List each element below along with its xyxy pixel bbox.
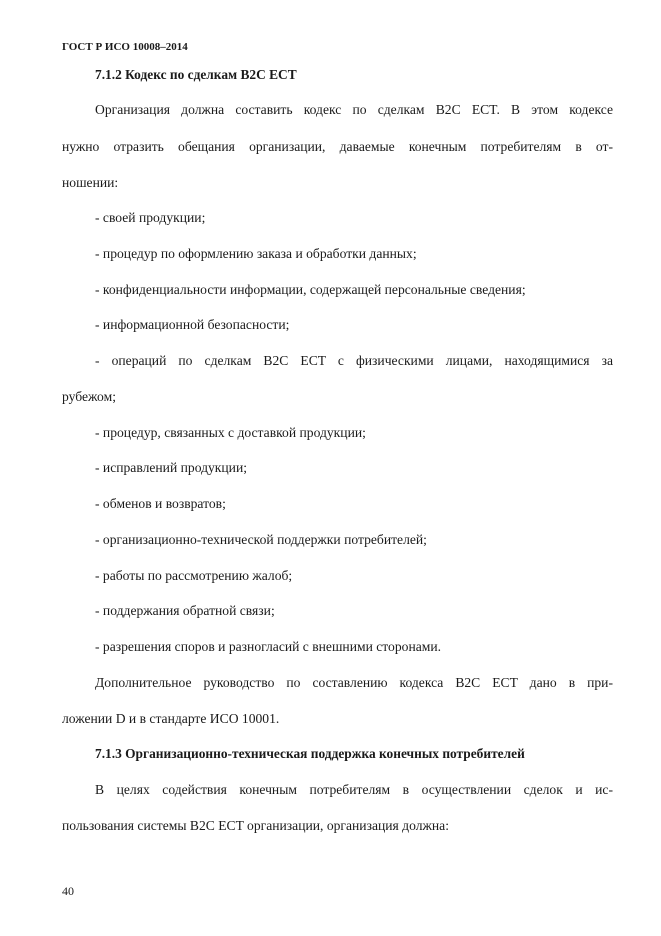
paragraph-line: В целях содействия конечным потребителям в осуществлении сделок и ис- — [95, 782, 613, 797]
list-item: - организационно-технической поддержки потребителей; — [95, 532, 427, 547]
paragraph-line: пользования системы B2C ECT организации, организация должна: — [62, 818, 449, 833]
paragraph-line: Дополнительное руководство по составлению кодекса B2C ECT дано в при- — [95, 675, 613, 690]
list-item: - операций по сделкам B2C ECT с физическими лицами, находящимися за — [95, 353, 613, 368]
paragraph-line: ложении D и в стандарте ИСО 10001. — [62, 711, 280, 726]
paragraph-line: ношении: — [62, 175, 119, 190]
list-item: - своей продукции; — [95, 210, 206, 225]
paragraph-line: Организация должна составить кодекс по сделкам B2C ECT. В этом кодексе — [95, 102, 613, 117]
list-item: - поддержания обратной связи; — [95, 603, 275, 618]
list-item: - исправлений продукции; — [95, 460, 248, 475]
list-item-continuation: рубежом; — [62, 389, 116, 404]
section-7-1-3-title: 7.1.3 Организационно-техническая поддержка конечных потребителей — [95, 746, 525, 761]
list-item: - разрешения споров и разногласий с внешними сторонами. — [95, 639, 442, 654]
list-item: - информационной безопасности; — [95, 317, 290, 332]
list-item: - обменов и возвратов; — [95, 496, 226, 511]
list-item: - работы по рассмотрению жалоб; — [95, 568, 293, 583]
list-item: - конфиденциальности информации, содержащей персональные сведения; — [95, 282, 526, 297]
paragraph-line: нужно отразить обещания организации, даваемые конечным потребителям в от- — [62, 139, 613, 154]
list-item: - процедур по оформлению заказа и обработки данных; — [95, 246, 417, 261]
standard-header: ГОСТ Р ИСО 10008–2014 — [62, 41, 188, 53]
list-item: - процедур, связанных с доставкой продукции; — [95, 425, 366, 440]
section-7-1-2-title: 7.1.2 Кодекс по сделкам B2C ECT — [95, 67, 297, 82]
page-number: 40 — [62, 884, 74, 898]
